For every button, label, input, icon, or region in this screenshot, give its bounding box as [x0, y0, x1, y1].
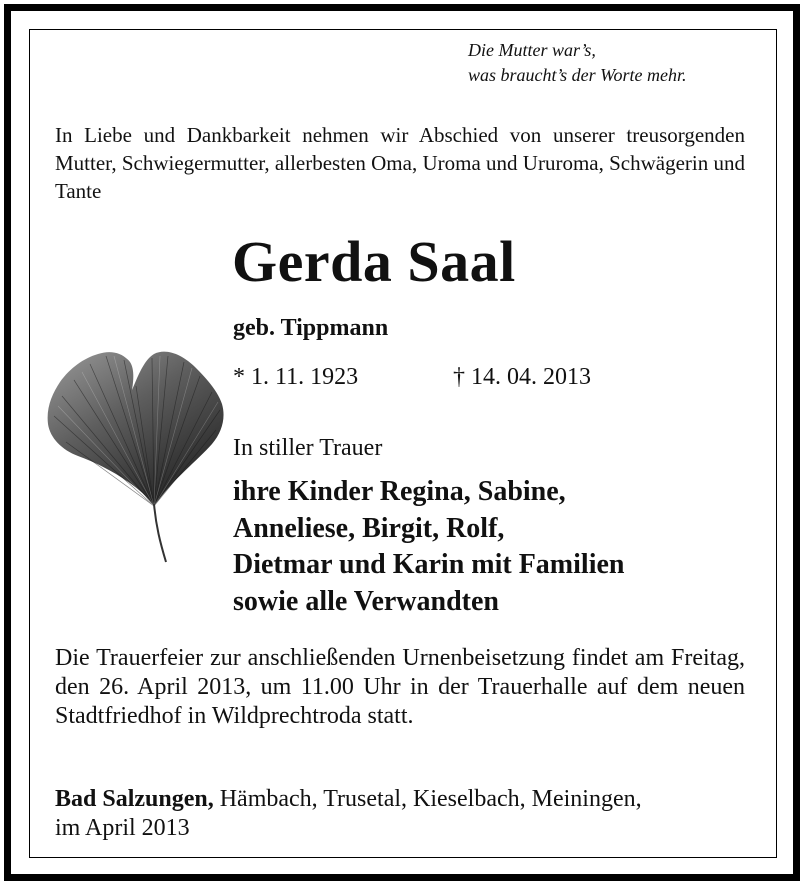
life-dates: [233, 361, 591, 393]
motto: [468, 38, 687, 88]
family-line: Dietmar und Karin mit Familien: [233, 549, 625, 580]
death-date: † 14. 04. 2013: [453, 364, 591, 390]
ginkgo-leaf-icon: [44, 346, 230, 564]
place-others: Hämbach, Trusetal, Kieselbach, Meiningen,: [213, 786, 642, 812]
place-and-date: [55, 785, 755, 843]
motto-line-1: Die Mutter war’s,: [468, 40, 596, 60]
birth-date: * 1. 11. 1923: [233, 364, 359, 390]
ceremony-text: Die Trauerfeier zur anschließenden Urnenbeisetzung findet am Freitag, den 26. April 2013, um 11.00 Uhr in der Trauerhalle auf dem neuen Stadtfriedhof in Wildprechtroda statt.: [55, 645, 745, 729]
family-list: [233, 474, 624, 620]
mourning-label: In stiller Trauer: [233, 435, 383, 461]
motto-line-2: was braucht’s der Worte mehr.: [468, 65, 687, 85]
family-line: sowie alle Verwandten: [233, 585, 499, 617]
deceased-name: Gerda Saal: [232, 229, 516, 294]
intro-text: In Liebe und Dankbarkeit nehmen wir Abschied von unserer treusorgenden Mutter, Schwiegermutter, allerbesten Oma, Uroma und Ururoma, Schwägerin und Tante: [55, 123, 745, 203]
place-date: im April 2013: [55, 815, 190, 841]
place-main: Bad Salzungen,: [55, 786, 214, 812]
family-line: Anneliese, Birgit, Rolf,: [233, 512, 505, 544]
place-line: [55, 785, 755, 814]
birth-name: geb. Tippmann: [233, 315, 389, 341]
family-line: ihre Kinder Regina, Sabine,: [233, 476, 566, 507]
